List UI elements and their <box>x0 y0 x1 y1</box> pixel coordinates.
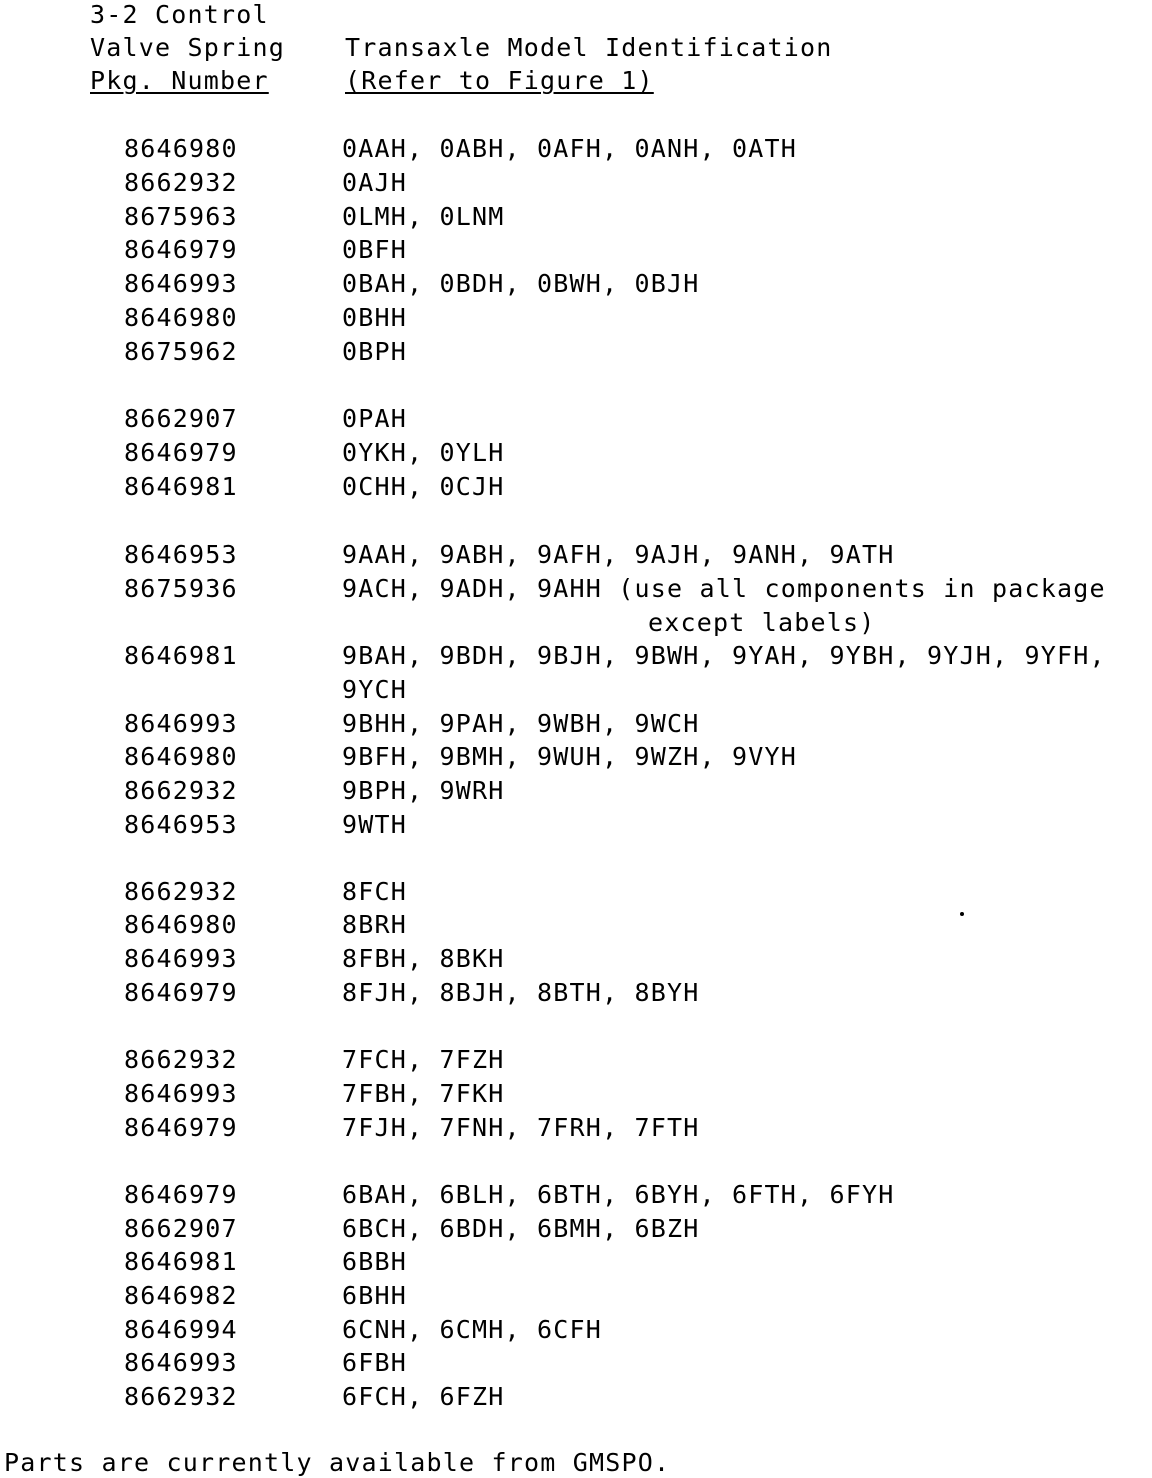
scan-speck <box>960 912 964 916</box>
pkg-number: 8646981 <box>124 641 238 670</box>
pkg-number: 8646982 <box>124 1281 238 1310</box>
pkg-number: 8675963 <box>124 202 238 231</box>
pkg-number: 8646979 <box>124 978 238 1007</box>
model-list: 9BFH, 9BMH, 9WUH, 9WZH, 9VYH <box>342 742 798 771</box>
pkg-number: 8646981 <box>124 472 238 501</box>
model-list: 0BPH <box>342 337 408 366</box>
pkg-number: 8646980 <box>124 303 238 332</box>
pkg-number: 8646979 <box>124 438 238 467</box>
model-list: 8FBH, 8BKH <box>342 944 505 973</box>
model-list: 7FCH, 7FZH <box>342 1045 505 1074</box>
model-list: 0YKH, 0YLH <box>342 438 505 467</box>
pkg-number: 8675936 <box>124 574 238 603</box>
pkg-number: 8646953 <box>124 540 238 569</box>
model-list-continuation: 9YCH <box>342 675 408 704</box>
pkg-number: 8646980 <box>124 742 238 771</box>
model-list: 6FBH <box>342 1348 408 1377</box>
pkg-number: 8662907 <box>124 1214 238 1243</box>
header-line-1: 3-2 Control <box>90 0 269 29</box>
pkg-number: 8646979 <box>124 235 238 264</box>
pkg-number: 8646993 <box>124 944 238 973</box>
model-list: 0BAH, 0BDH, 0BWH, 0BJH <box>342 269 700 298</box>
pkg-number: 8646993 <box>124 709 238 738</box>
model-list: 9AAH, 9ABH, 9AFH, 9AJH, 9ANH, 9ATH <box>342 540 895 569</box>
model-list: 7FJH, 7FNH, 7FRH, 7FTH <box>342 1113 700 1142</box>
pkg-number: 8646993 <box>124 269 238 298</box>
pkg-number: 8662932 <box>124 1045 238 1074</box>
pkg-number: 8646980 <box>124 134 238 163</box>
pkg-number: 8646980 <box>124 910 238 939</box>
header-pkg-number: Pkg. Number <box>90 66 269 95</box>
header-model-id: Transaxle Model Identification <box>345 33 833 62</box>
model-list: 6FCH, 6FZH <box>342 1382 505 1411</box>
model-list: 8BRH <box>342 910 408 939</box>
pkg-number: 8662932 <box>124 1382 238 1411</box>
header-line-2: Valve Spring <box>90 33 286 62</box>
pkg-number: 8662932 <box>124 168 238 197</box>
model-list: 8FJH, 8BJH, 8BTH, 8BYH <box>342 978 700 1007</box>
model-list: 0AAH, 0ABH, 0AFH, 0ANH, 0ATH <box>342 134 798 163</box>
pkg-number: 8662932 <box>124 776 238 805</box>
model-list: 9BPH, 9WRH <box>342 776 505 805</box>
model-list: 8FCH <box>342 877 408 906</box>
model-list: 6BBH <box>342 1247 408 1276</box>
model-list: 9BAH, 9BDH, 9BJH, 9BWH, 9YAH, 9YBH, 9YJH, 9YFH, <box>342 641 1106 670</box>
model-list-continuation: except labels) <box>648 608 876 637</box>
model-list: 6BHH <box>342 1281 408 1310</box>
model-list: 7FBH, 7FKH <box>342 1079 505 1108</box>
header-figure-ref: (Refer to Figure 1) <box>345 66 654 95</box>
pkg-number: 8646979 <box>124 1180 238 1209</box>
model-list: 0BFH <box>342 235 408 264</box>
model-list: 0LMH, 0LNM <box>342 202 505 231</box>
pkg-number: 8662932 <box>124 877 238 906</box>
availability-note: Parts are currently available from GMSPO. <box>4 1448 671 1477</box>
model-list: 6CNH, 6CMH, 6CFH <box>342 1315 603 1344</box>
model-list: 0AJH <box>342 168 408 197</box>
model-list: 9WTH <box>342 810 408 839</box>
pkg-number: 8646953 <box>124 810 238 839</box>
pkg-number: 8646993 <box>124 1348 238 1377</box>
model-list: 0CHH, 0CJH <box>342 472 505 501</box>
pkg-number: 8646981 <box>124 1247 238 1276</box>
pkg-number: 8662907 <box>124 404 238 433</box>
model-list: 9BHH, 9PAH, 9WBH, 9WCH <box>342 709 700 738</box>
model-list: 6BAH, 6BLH, 6BTH, 6BYH, 6FTH, 6FYH <box>342 1180 895 1209</box>
model-list: 0PAH <box>342 404 408 433</box>
pkg-number: 8675962 <box>124 337 238 366</box>
pkg-number: 8646993 <box>124 1079 238 1108</box>
model-list: 0BHH <box>342 303 408 332</box>
model-list: 6BCH, 6BDH, 6BMH, 6BZH <box>342 1214 700 1243</box>
model-list: 9ACH, 9ADH, 9AHH (use all components in package <box>342 574 1106 603</box>
pkg-number: 8646979 <box>124 1113 238 1142</box>
pkg-number: 8646994 <box>124 1315 238 1344</box>
